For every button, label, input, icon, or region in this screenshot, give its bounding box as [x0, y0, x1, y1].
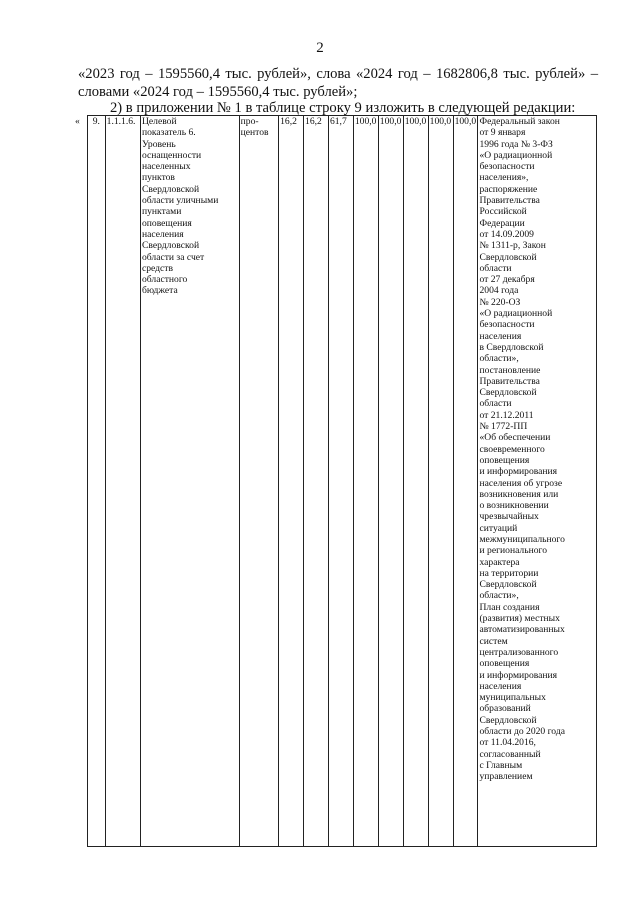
- description-line: пунктами: [141, 206, 182, 218]
- source-line: о возникновении: [479, 500, 549, 512]
- description-line: области уличными: [141, 195, 219, 207]
- source-line: безопасности: [479, 161, 535, 173]
- source-line: муниципальных: [479, 692, 546, 704]
- value-cell-2: 16,2: [304, 116, 329, 847]
- source-line: автоматизированных: [479, 624, 565, 636]
- source-line: на территории: [479, 567, 539, 579]
- source-cell: [478, 116, 597, 847]
- source-line: области до 2020 года: [479, 726, 565, 738]
- source-line: от 14.09.2009: [479, 228, 534, 240]
- source-line: возникновения или: [479, 488, 559, 500]
- value-cell-4: 100,0: [353, 116, 378, 847]
- open-quote: «: [75, 115, 80, 127]
- unit-line: центов: [240, 127, 269, 139]
- description-line: Целевой: [141, 116, 177, 127]
- value-cell-7: 100,0: [428, 116, 453, 847]
- value-cell-6: 100,0: [403, 116, 428, 847]
- source-line: области: [479, 398, 512, 410]
- source-line: План создания: [479, 601, 540, 613]
- source-line: населения»,: [479, 172, 529, 184]
- source-line: ситуаций: [479, 522, 518, 534]
- source-line: области»,: [479, 353, 519, 365]
- source-line: Свердловской: [479, 387, 537, 399]
- source-line: № 1772-ПП: [479, 421, 528, 433]
- source-line: № 220-ОЗ: [479, 296, 521, 308]
- description-line: Уровень: [141, 138, 176, 150]
- source-line: оповещения: [479, 454, 530, 466]
- source-line: (развития) местных: [479, 613, 560, 625]
- source-line: оповещения: [479, 658, 530, 670]
- description-line: населенных: [141, 161, 191, 173]
- source-line: согласованный: [479, 748, 541, 760]
- value-cell-1: 16,2: [279, 116, 304, 847]
- description-line: областного: [141, 274, 188, 286]
- description-line: области за счет: [141, 251, 205, 263]
- source-line: и информирования: [479, 669, 558, 681]
- source-line: своевременного: [479, 443, 545, 455]
- source-line: населения: [479, 680, 522, 692]
- source-line: чрезвычайных: [479, 511, 539, 523]
- source-line: централизованного: [479, 646, 559, 658]
- source-line: от 27 декабря: [479, 274, 535, 286]
- source-line: от 21.12.2011: [479, 409, 534, 421]
- description-line: Свердловской: [141, 240, 200, 252]
- description-line: пунктов: [141, 172, 175, 184]
- source-line: с Главным: [479, 759, 523, 771]
- row-number-cell: 9.: [88, 116, 106, 847]
- source-line: распоряжение: [479, 183, 538, 195]
- source-line: образований: [479, 703, 531, 715]
- page-number: 2: [316, 40, 324, 56]
- unit-line: про-: [240, 116, 259, 127]
- source-line: «О радиационной: [479, 149, 553, 161]
- description-line: показатель 6.: [141, 127, 196, 139]
- source-line: межмуниципального: [479, 533, 565, 545]
- indicator-table: [74, 115, 597, 847]
- description-cell: [140, 116, 239, 847]
- amendment-paragraph-2: 2) в приложении № 1 в таблице строку 9 изложить в следующей редакции:: [110, 100, 576, 116]
- paragraph-1-line-2: словами «2024 год – 1595560,4 тыс. рублей»;: [78, 84, 358, 100]
- source-line: безопасности: [479, 319, 535, 331]
- description-line: средств: [141, 262, 174, 274]
- source-line: Свердловской: [479, 251, 537, 263]
- code-cell: 1.1.1.6.: [105, 116, 140, 847]
- source-line: управлением: [479, 771, 533, 783]
- source-line: 2004 года: [479, 285, 519, 297]
- source-line: и регионального: [479, 545, 548, 557]
- description-line: населения: [141, 228, 184, 240]
- description-line: бюджета: [141, 285, 178, 297]
- source-line: «Об обеспечении: [479, 432, 551, 444]
- source-line: Российской: [479, 206, 527, 218]
- description-line: оповещения: [141, 217, 192, 229]
- paragraph-1-line-1: «2023 год – 1595560,4 тыс. рублей», слова «2024 год – 1682806,8 тыс. рублей» –: [78, 66, 598, 82]
- unit-cell: [239, 116, 278, 847]
- source-line: № 1311-р, Закон: [479, 240, 546, 252]
- value-cell-3: 61,7: [328, 116, 353, 847]
- value-cell-8: 100,0: [453, 116, 478, 847]
- source-line: систем: [479, 635, 508, 647]
- source-line: 1996 года № 3-ФЗ: [479, 138, 553, 150]
- source-line: от 11.04.2016,: [479, 737, 536, 749]
- source-line: населения: [479, 330, 522, 342]
- source-line: Федерации: [479, 217, 525, 229]
- amendment-paragraph-1: [78, 65, 598, 101]
- source-line: от 9 января: [479, 127, 526, 139]
- source-line: Правительства: [479, 375, 540, 387]
- description-line: Свердловской: [141, 183, 200, 195]
- source-line: Правительства: [479, 195, 540, 207]
- table-row: [74, 116, 597, 847]
- source-line: Свердловской: [479, 714, 537, 726]
- source-line: постановление: [479, 364, 541, 376]
- source-line: характера: [479, 556, 520, 568]
- description-line: оснащенности: [141, 149, 202, 161]
- source-line: Федеральный закон: [479, 116, 560, 127]
- source-line: населения об угрозе: [479, 477, 563, 489]
- source-line: Свердловской: [479, 579, 537, 591]
- value-cell-5: 100,0: [378, 116, 403, 847]
- source-line: в Свердловской: [479, 341, 544, 353]
- source-line: и информирования: [479, 466, 558, 478]
- source-line: области: [479, 262, 512, 274]
- source-line: «О радиационной: [479, 308, 553, 320]
- source-line: области»,: [479, 590, 519, 602]
